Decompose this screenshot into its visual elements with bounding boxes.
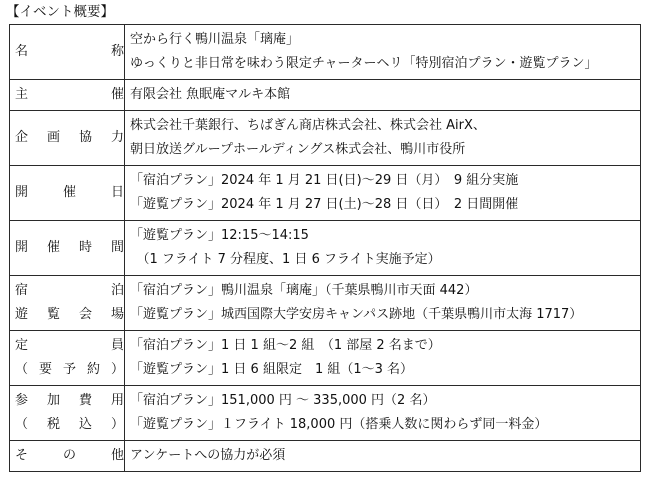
row-value-line: 株式会社千葉銀行、ちばぎん商店株式会社、株式会社 AirX、 [130,118,486,133]
row-label-cell [10,221,125,276]
row-label: 定 員 [15,338,124,353]
table-row [10,386,641,441]
row-value-cell [125,221,641,276]
row-value-line: ゆっくりと非日常を味わう限定チャーターヘリ「特別宿泊プラン・遊覧プラン」 [130,56,598,71]
row-value-line: 有限会社 魚眠庵マルキ本館 [130,87,291,102]
row-label: 主 催 [15,87,124,102]
row-label: 名 称 [15,44,124,59]
table-row [10,221,641,276]
table-row [10,331,641,386]
row-label-cell [10,25,125,80]
row-value-cell [125,25,641,80]
row-label: （ 要 予 約 ） [15,362,124,377]
row-value-line: 「遊覧プラン」1 日 6 組限定 1 組（1～3 名） [130,362,414,377]
event-overview-table [9,24,641,472]
row-label-cell [10,441,125,472]
row-label: そ の 他 [15,448,124,463]
row-value-line: 「遊覧プラン」１フライト 18,000 円（搭乗人数に関わらず同一料金） [130,417,548,432]
row-value-cell [125,331,641,386]
row-value-line: 「宿泊プラン」2024 年 1 月 21 日(日)～29 日（月） 9 組分実施 [130,173,519,188]
row-label-cell [10,276,125,331]
row-label-cell [10,166,125,221]
row-value-line: 空から行く鴨川温泉「璃庵」 [130,32,300,47]
row-label-cell [10,331,125,386]
table-row [10,80,641,111]
table-row [10,441,641,472]
row-value-line: 「宿泊プラン」1 日 1 組～2 組 （1 部屋 2 名まで） [130,338,441,353]
table-row [10,111,641,166]
row-value-cell [125,276,641,331]
row-label-cell [10,80,125,111]
row-value-line: 「宿泊プラン」鴨川温泉「璃庵」（千葉県鴨川市天面 442） [130,283,478,298]
row-label: 企 画 協 力 [15,130,124,145]
row-value-line: 「宿泊プラン」151,000 円 ～ 335,000 円（2 名） [130,393,436,408]
row-value-line: （1 フライト 7 分程度、1 日 6 フライト実施予定） [130,252,441,267]
row-value-cell [125,80,641,111]
row-label: 参 加 費 用 [15,393,124,408]
row-value-line: 朝日放送グループホールディングス株式会社、鴨川市役所 [130,142,466,157]
row-label-cell [10,386,125,441]
row-label: 遊 覧 会 場 [15,307,124,322]
row-value-cell [125,111,641,166]
table-row [10,166,641,221]
row-value-cell [125,441,641,472]
row-value-cell [125,166,641,221]
table-row [10,25,641,80]
table-row [10,276,641,331]
row-value-line: 「遊覧プラン」城西国際大学安房キャンパス跡地（千葉県鴨川市太海 1717） [130,307,583,322]
row-label: 開 催 日 [15,185,124,200]
table-body [10,25,641,472]
row-value-line: 「遊覧プラン」12:15～14:15 [130,228,309,243]
row-label: 宿 泊 [15,283,124,298]
section-title: 【イベント概要】 [6,4,114,20]
row-value-line: 「遊覧プラン」2024 年 1 月 27 日(土)～28 日（日） 2 日間開催 [130,197,519,212]
row-value-cell [125,386,641,441]
row-value-line: アンケートへの協力が必須 [130,448,286,463]
row-label-cell [10,111,125,166]
row-label: 開 催 時 間 [15,240,124,255]
row-label: （ 税 込 ） [15,417,124,432]
